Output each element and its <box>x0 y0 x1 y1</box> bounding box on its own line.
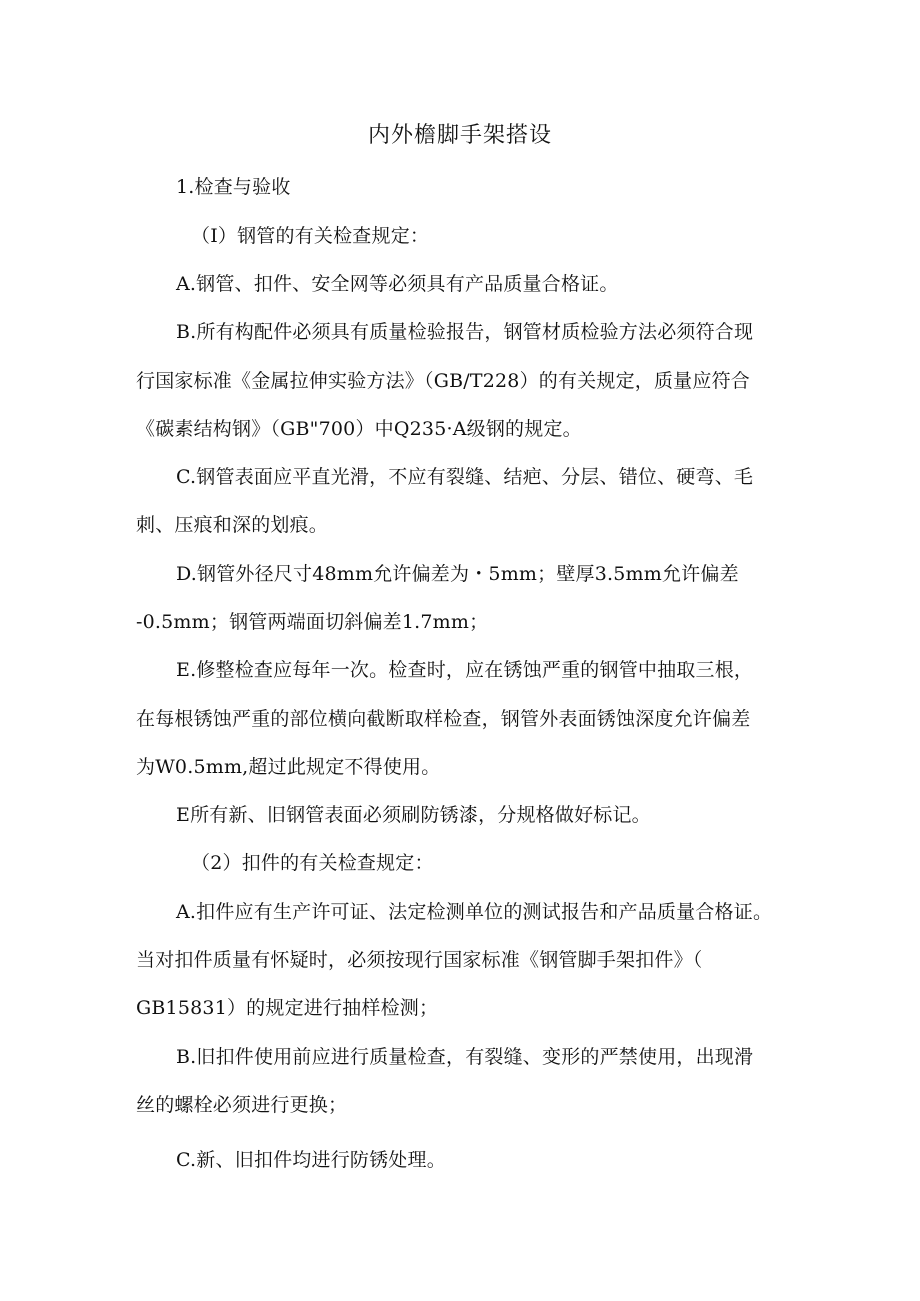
paragraph-line: A.扣件应有生产许可证、法定检测单位的测试报告和产品质量合格证。 <box>176 901 773 923</box>
subsection-heading-steel-pipe: （I）钢管的有关检查规定： <box>191 225 430 247</box>
paragraph-line: GB15831）的规定进行抽样检测； <box>136 997 439 1019</box>
paragraph-line: B.所有构配件必须具有质量检验报告，钢管材质检验方法必须符合现 <box>176 321 754 343</box>
paragraph-line: -0.5mm；钢管两端面切斜偏差1.7mm； <box>136 611 489 633</box>
paragraph-line: 行国家标准《金属拉伸实验方法》（GB/T228）的有关规定，质量应符合 <box>136 370 750 392</box>
section-heading-inspection: 1.检查与验收 <box>176 176 291 198</box>
paragraph-line: A.钢管、扣件、安全网等必须具有产品质量合格证。 <box>176 273 619 295</box>
paragraph-line: 丝的螺栓必须进行更换； <box>136 1094 348 1116</box>
subsection-heading-fasteners: （2）扣件的有关检查规定： <box>191 852 434 874</box>
paragraph-line: B.旧扣件使用前应进行质量检查，有裂缝、变形的严禁使用，出现滑 <box>176 1046 754 1068</box>
paragraph-line: D.钢管外径尺寸48mm允许偏差为・5mm；壁厚3.5mm允许偏差 <box>176 563 739 585</box>
document-title: 内外檐脚手架搭设 <box>367 123 552 148</box>
paragraph-line: E所有新、旧钢管表面必须刷防锈漆，分规格做好标记。 <box>176 804 651 826</box>
paragraph-line: C.钢管表面应平直光滑，不应有裂缝、结疤、分层、错位、硬弯、毛 <box>176 466 754 488</box>
paragraph-line: 在每根锈蚀严重的部位横向截断取样检查，钢管外表面锈蚀深度允许偏差 <box>136 708 751 730</box>
paragraph-line: 刺、压痕和深的划痕。 <box>136 514 329 536</box>
paragraph-line: 《碳素结构钢》（GB"700）中Q235·A级钢的规定。 <box>136 418 582 440</box>
paragraph-line: 当对扣件质量有怀疑时，必须按现行国家标准《钢管脚手架扣件》（ <box>136 949 703 971</box>
paragraph-line: C.新、旧扣件均进行防锈处理。 <box>176 1149 446 1171</box>
paragraph-line: 为W0.5mm,超过此规定不得使用。 <box>136 756 441 778</box>
paragraph-line: E.修整检查应每年一次。检查时，应在锈蚀严重的钢管中抽取三根， <box>176 659 754 681</box>
